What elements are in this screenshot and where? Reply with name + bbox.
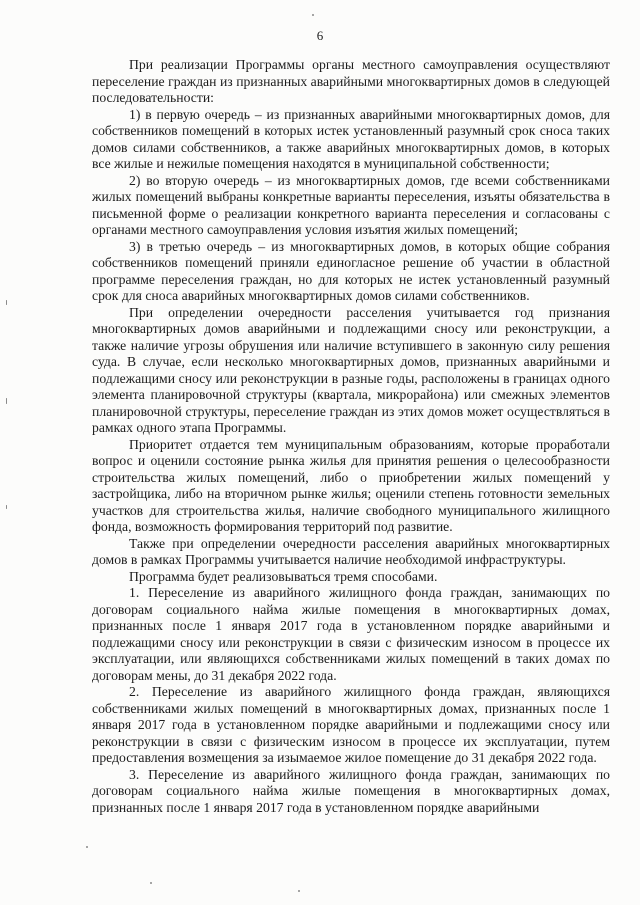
paragraph-method-3: 3. Переселение из аварийного жилищного фонда граждан, занимающих по договорам социального найма жилые помещения в многоквартирных домах, признанных после 1 января 2017 года в установленном порядке аварийными [92,766,610,815]
paragraph-infrastructure: Также при определении очередности расселения аварийных многоквартирных домов в рамках Программы учитывается наличие необходимой инфраструктуры. [92,535,610,567]
paragraph-priority-3: 3) в третью очередь – из многоквартирных домов, в которых общие собрания собственников помещений приняли единогласное решение об участии в областной программе переселения граждан, но для которых не истек установленный разумный срок для сноса аварийных многоквартирных домов силами собственников. [92,238,610,303]
scan-speck [312,14,314,16]
body-text [92,57,610,816]
paragraph-priority-1: 1) в первую очередь – из признанных аварийными многоквартирных домов, для собственников помещений в которых истек установленный разумный срок сноса таких домов силами собственников, а также аварийных многоквартирных домов, в которых все жилые и нежилые помещения находятся в муниципальной собственности; [92,106,610,171]
scan-speck [6,398,7,404]
scan-speck [6,300,7,305]
scan-speck [298,890,300,892]
page-number: 6 [316,28,324,43]
paragraph-intro: При реализации Программы органы местного самоуправления осуществляют переселение граждан из признанных аварийными многоквартирных домов в следующей последовательности: [92,57,610,105]
paragraph-method-1: 1. Переселение из аварийного жилищного фонда граждан, занимающих по договорам социального найма жилые помещения в многоквартирных домах, признанных после 1 января 2017 года в установленном порядке аварийными и подлежащими сносу или реконструкции в связи с физическим износом в процессе их эксплуатации, или являющихся собственниками жилых помещений в таких домах по договорам мены, до 31 декабря 2022 года. [92,585,610,683]
scan-speck [150,882,152,884]
scan-speck [86,846,88,848]
paragraph-method-2: 2. Переселение из аварийного жилищного фонда граждан, являющихся собственниками жилых помещений в многоквартирных домах, признанных после 1 января 2017 года в установленном порядке аварийными и подлежащими сносу или реконструкции в связи с физическим износом в процессе их эксплуатации, путем предоставления возмещения за изымаемое жилое помещение до 31 декабря 2022 года. [92,684,610,765]
scan-speck [6,505,7,509]
paragraph-priority-2: 2) во вторую очередь – из многоквартирных домов, где всеми собственниками жилых помещений выбраны конкретные варианты переселения, изъяты обязательства в письменной форме о реализации конкретного варианта переселения и согласованы с органами местного самоуправления условия изъятия жилых помещений; [92,172,610,237]
paragraph-municipal-priority: Приоритет отдается тем муниципальным образованиям, которые проработали вопрос и оценили состояние рынка жилья для принятия решения о целесообразности строительства жилых помещений, либо о приобретении жилых помещений у застройщика, либо на вторичном рынке жилья; оценили степень готовности земельных участков для строительства жилья, наличие свободного муниципального жилищного фонда, возможность формирования территорий под развитие. [92,436,610,534]
paragraph-methods-intro: Программа будет реализовываться тремя способами. [129,568,438,584]
paragraph-ordering: При определении очередности расселения учитывается год признания многоквартирных домов аварийными и подлежащими сносу или реконструкции, а также наличие угрозы обрушения или наличие вступившего в законную силу решения суда. В случае, если несколько многоквартирных домов, признанных аварийными и подлежащими сносу или реконструкции в разные годы, расположены в границах одного элемента планировочной структуры (квартала, микрорайона) или смежных элементов планировочной структуры, переселение граждан из этих домов может осуществляться в рамках одного этапа Программы. [92,304,610,435]
